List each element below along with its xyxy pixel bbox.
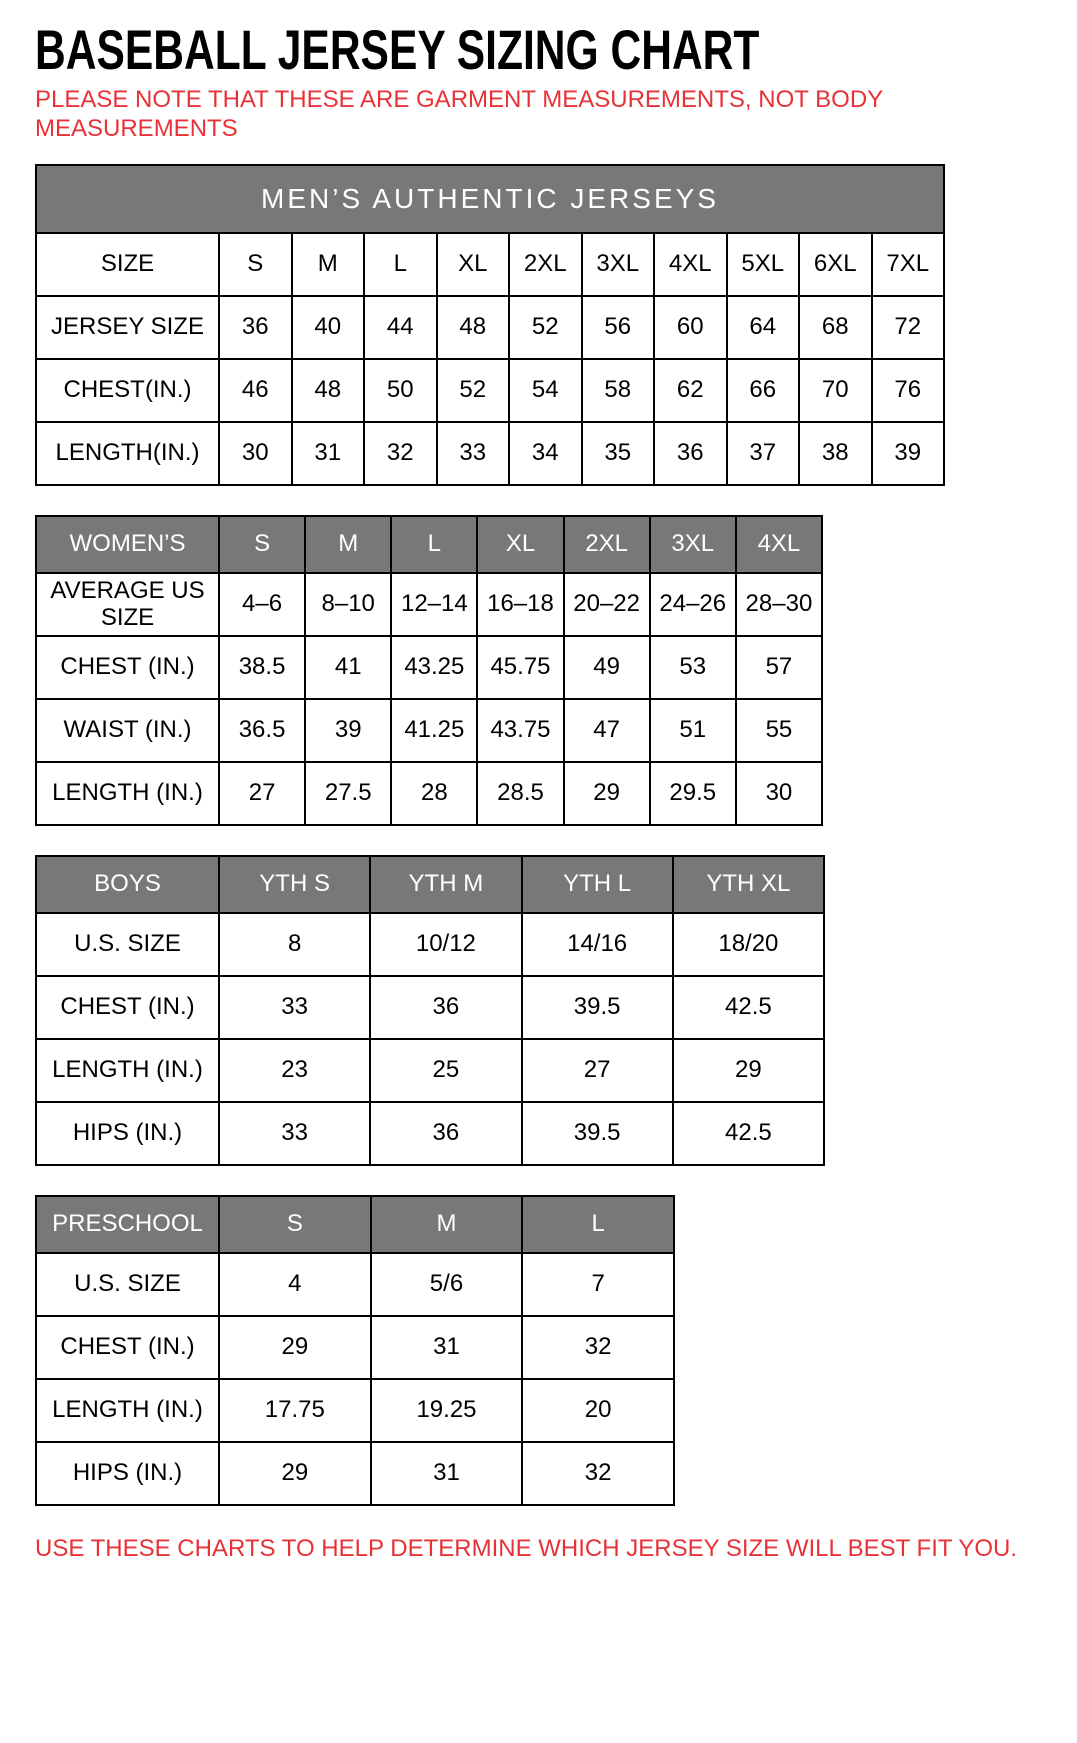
womens-header-size-cell: S (219, 516, 305, 573)
womens-row-label: WAIST (IN.) (36, 699, 219, 762)
womens-header-label: WOMEN’S (36, 516, 219, 573)
preschool-header-size-cell: M (371, 1196, 523, 1253)
mens-value-cell: 35 (582, 422, 655, 485)
mens-data-row (36, 422, 944, 485)
mens-value-cell: 33 (437, 422, 510, 485)
mens-value-cell: 7XL (872, 233, 945, 296)
womens-value-cell: 43.25 (391, 636, 477, 699)
womens-value-cell: 57 (736, 636, 822, 699)
womens-value-cell: 43.75 (477, 699, 563, 762)
boys-header-label: BOYS (36, 856, 219, 913)
boys-value-cell: 42.5 (673, 1102, 824, 1165)
preschool-value-cell: 4 (219, 1253, 371, 1316)
boys-value-cell: 18/20 (673, 913, 824, 976)
womens-value-cell: 8–10 (305, 573, 391, 636)
mens-table-title: MEN’S AUTHENTIC JERSEYS (36, 165, 944, 233)
womens-value-cell: 28.5 (477, 762, 563, 825)
mens-row-label: SIZE (36, 233, 219, 296)
mens-value-cell: 32 (364, 422, 437, 485)
womens-size-table (35, 515, 823, 826)
mens-value-cell: 56 (582, 296, 655, 359)
womens-data-row (36, 573, 822, 636)
womens-value-cell: 51 (650, 699, 736, 762)
garment-measurement-note: PLEASE NOTE THAT THESE ARE GARMENT MEASUREMENTS, NOT BODY MEASUREMENTS (35, 86, 883, 142)
boys-size-table (35, 855, 825, 1166)
mens-value-cell: 68 (799, 296, 872, 359)
womens-value-cell: 27.5 (305, 762, 391, 825)
mens-value-cell: 52 (509, 296, 582, 359)
womens-value-cell: 12–14 (391, 573, 477, 636)
preschool-value-cell: 19.25 (371, 1379, 523, 1442)
womens-value-cell: 45.75 (477, 636, 563, 699)
mens-value-cell: S (219, 233, 292, 296)
preschool-header-size-cell: S (219, 1196, 371, 1253)
womens-header-size-cell: XL (477, 516, 563, 573)
womens-value-cell: 4–6 (219, 573, 305, 636)
mens-value-cell: 2XL (509, 233, 582, 296)
boys-data-row (36, 1039, 824, 1102)
preschool-size-table (35, 1195, 675, 1506)
boys-value-cell: 25 (370, 1039, 521, 1102)
page-title: BASEBALL JERSEY SIZING CHART (35, 18, 760, 81)
preschool-value-cell: 32 (522, 1316, 674, 1379)
mens-data-row (36, 359, 944, 422)
preschool-table-container (35, 1195, 1042, 1506)
boys-value-cell: 14/16 (522, 913, 673, 976)
mens-value-cell: 37 (727, 422, 800, 485)
boys-row-label: CHEST (IN.) (36, 976, 219, 1039)
mens-value-cell: 70 (799, 359, 872, 422)
boys-data-row (36, 976, 824, 1039)
mens-value-cell: 31 (292, 422, 365, 485)
womens-value-cell: 30 (736, 762, 822, 825)
mens-value-cell: 66 (727, 359, 800, 422)
womens-value-cell: 29 (564, 762, 650, 825)
boys-value-cell: 29 (673, 1039, 824, 1102)
womens-value-cell: 55 (736, 699, 822, 762)
womens-data-row (36, 762, 822, 825)
mens-value-cell: 44 (364, 296, 437, 359)
preschool-value-cell: 20 (522, 1379, 674, 1442)
boys-value-cell: 39.5 (522, 1102, 673, 1165)
preschool-row-label: LENGTH (IN.) (36, 1379, 219, 1442)
womens-row-label: AVERAGE US SIZE (36, 573, 219, 636)
mens-value-cell: 3XL (582, 233, 655, 296)
womens-data-row (36, 699, 822, 762)
boys-header-size-cell: YTH L (522, 856, 673, 913)
preschool-data-row (36, 1253, 674, 1316)
mens-value-cell: 4XL (654, 233, 727, 296)
mens-value-cell: 6XL (799, 233, 872, 296)
preschool-value-cell: 31 (371, 1316, 523, 1379)
boys-data-row (36, 1102, 824, 1165)
womens-value-cell: 38.5 (219, 636, 305, 699)
womens-value-cell: 20–22 (564, 573, 650, 636)
womens-value-cell: 27 (219, 762, 305, 825)
boys-header-size-cell: YTH M (370, 856, 521, 913)
preschool-data-row (36, 1379, 674, 1442)
womens-value-cell: 24–26 (650, 573, 736, 636)
boys-header-row (36, 856, 824, 913)
mens-value-cell: 62 (654, 359, 727, 422)
preschool-data-row (36, 1316, 674, 1379)
preschool-header-label: PRESCHOOL (36, 1196, 219, 1253)
mens-value-cell: 30 (219, 422, 292, 485)
mens-value-cell: 40 (292, 296, 365, 359)
womens-header-size-cell: 2XL (564, 516, 650, 573)
womens-header-size-cell: M (305, 516, 391, 573)
mens-value-cell: 76 (872, 359, 945, 422)
preschool-row-label: CHEST (IN.) (36, 1316, 219, 1379)
preschool-data-row (36, 1442, 674, 1505)
mens-value-cell: 60 (654, 296, 727, 359)
mens-value-cell: M (292, 233, 365, 296)
womens-header-size-cell: L (391, 516, 477, 573)
boys-value-cell: 8 (219, 913, 370, 976)
boys-value-cell: 33 (219, 976, 370, 1039)
mens-data-row (36, 296, 944, 359)
womens-header-row (36, 516, 822, 573)
mens-row-label: LENGTH(IN.) (36, 422, 219, 485)
mens-value-cell: 36 (654, 422, 727, 485)
mens-value-cell: 5XL (727, 233, 800, 296)
mens-value-cell: 52 (437, 359, 510, 422)
preschool-value-cell: 17.75 (219, 1379, 371, 1442)
boys-value-cell: 36 (370, 1102, 521, 1165)
boys-row-label: LENGTH (IN.) (36, 1039, 219, 1102)
boys-value-cell: 33 (219, 1102, 370, 1165)
boys-value-cell: 42.5 (673, 976, 824, 1039)
womens-value-cell: 36.5 (219, 699, 305, 762)
preschool-value-cell: 7 (522, 1253, 674, 1316)
mens-value-cell: 48 (437, 296, 510, 359)
womens-value-cell: 49 (564, 636, 650, 699)
preschool-value-cell: 29 (219, 1442, 371, 1505)
boys-table-container (35, 855, 1042, 1166)
womens-table-container (35, 515, 1042, 826)
mens-value-cell: XL (437, 233, 510, 296)
preschool-value-cell: 5/6 (371, 1253, 523, 1316)
mens-size-table (35, 164, 945, 486)
preschool-row-label: U.S. SIZE (36, 1253, 219, 1316)
boys-value-cell: 10/12 (370, 913, 521, 976)
mens-value-cell: 38 (799, 422, 872, 485)
boys-value-cell: 39.5 (522, 976, 673, 1039)
mens-value-cell: 72 (872, 296, 945, 359)
womens-value-cell: 28 (391, 762, 477, 825)
womens-header-size-cell: 3XL (650, 516, 736, 573)
mens-value-cell: 50 (364, 359, 437, 422)
mens-value-cell: 54 (509, 359, 582, 422)
mens-value-cell: L (364, 233, 437, 296)
mens-row-label: CHEST(IN.) (36, 359, 219, 422)
womens-value-cell: 41.25 (391, 699, 477, 762)
footer-note: USE THESE CHARTS TO HELP DETERMINE WHICH JERSEY SIZE WILL BEST FIT YOU. (35, 1534, 1018, 1562)
womens-value-cell: 28–30 (736, 573, 822, 636)
mens-table-container (35, 164, 1042, 486)
mens-span-header-row (36, 165, 944, 233)
boys-value-cell: 23 (219, 1039, 370, 1102)
womens-value-cell: 29.5 (650, 762, 736, 825)
womens-value-cell: 16–18 (477, 573, 563, 636)
mens-value-cell: 39 (872, 422, 945, 485)
womens-value-cell: 39 (305, 699, 391, 762)
womens-row-label: LENGTH (IN.) (36, 762, 219, 825)
mens-value-cell: 48 (292, 359, 365, 422)
preschool-value-cell: 29 (219, 1316, 371, 1379)
boys-header-size-cell: YTH S (219, 856, 370, 913)
womens-value-cell: 47 (564, 699, 650, 762)
preschool-row-label: HIPS (IN.) (36, 1442, 219, 1505)
mens-data-row (36, 233, 944, 296)
mens-row-label: JERSEY SIZE (36, 296, 219, 359)
mens-value-cell: 58 (582, 359, 655, 422)
preschool-value-cell: 31 (371, 1442, 523, 1505)
boys-header-size-cell: YTH XL (673, 856, 824, 913)
boys-row-label: HIPS (IN.) (36, 1102, 219, 1165)
preschool-value-cell: 32 (522, 1442, 674, 1505)
preschool-header-row (36, 1196, 674, 1253)
mens-value-cell: 46 (219, 359, 292, 422)
womens-data-row (36, 636, 822, 699)
womens-value-cell: 53 (650, 636, 736, 699)
mens-value-cell: 34 (509, 422, 582, 485)
boys-data-row (36, 913, 824, 976)
boys-row-label: U.S. SIZE (36, 913, 219, 976)
preschool-header-size-cell: L (522, 1196, 674, 1253)
womens-value-cell: 41 (305, 636, 391, 699)
mens-value-cell: 36 (219, 296, 292, 359)
boys-value-cell: 27 (522, 1039, 673, 1102)
womens-header-size-cell: 4XL (736, 516, 822, 573)
womens-row-label: CHEST (IN.) (36, 636, 219, 699)
mens-value-cell: 64 (727, 296, 800, 359)
boys-value-cell: 36 (370, 976, 521, 1039)
